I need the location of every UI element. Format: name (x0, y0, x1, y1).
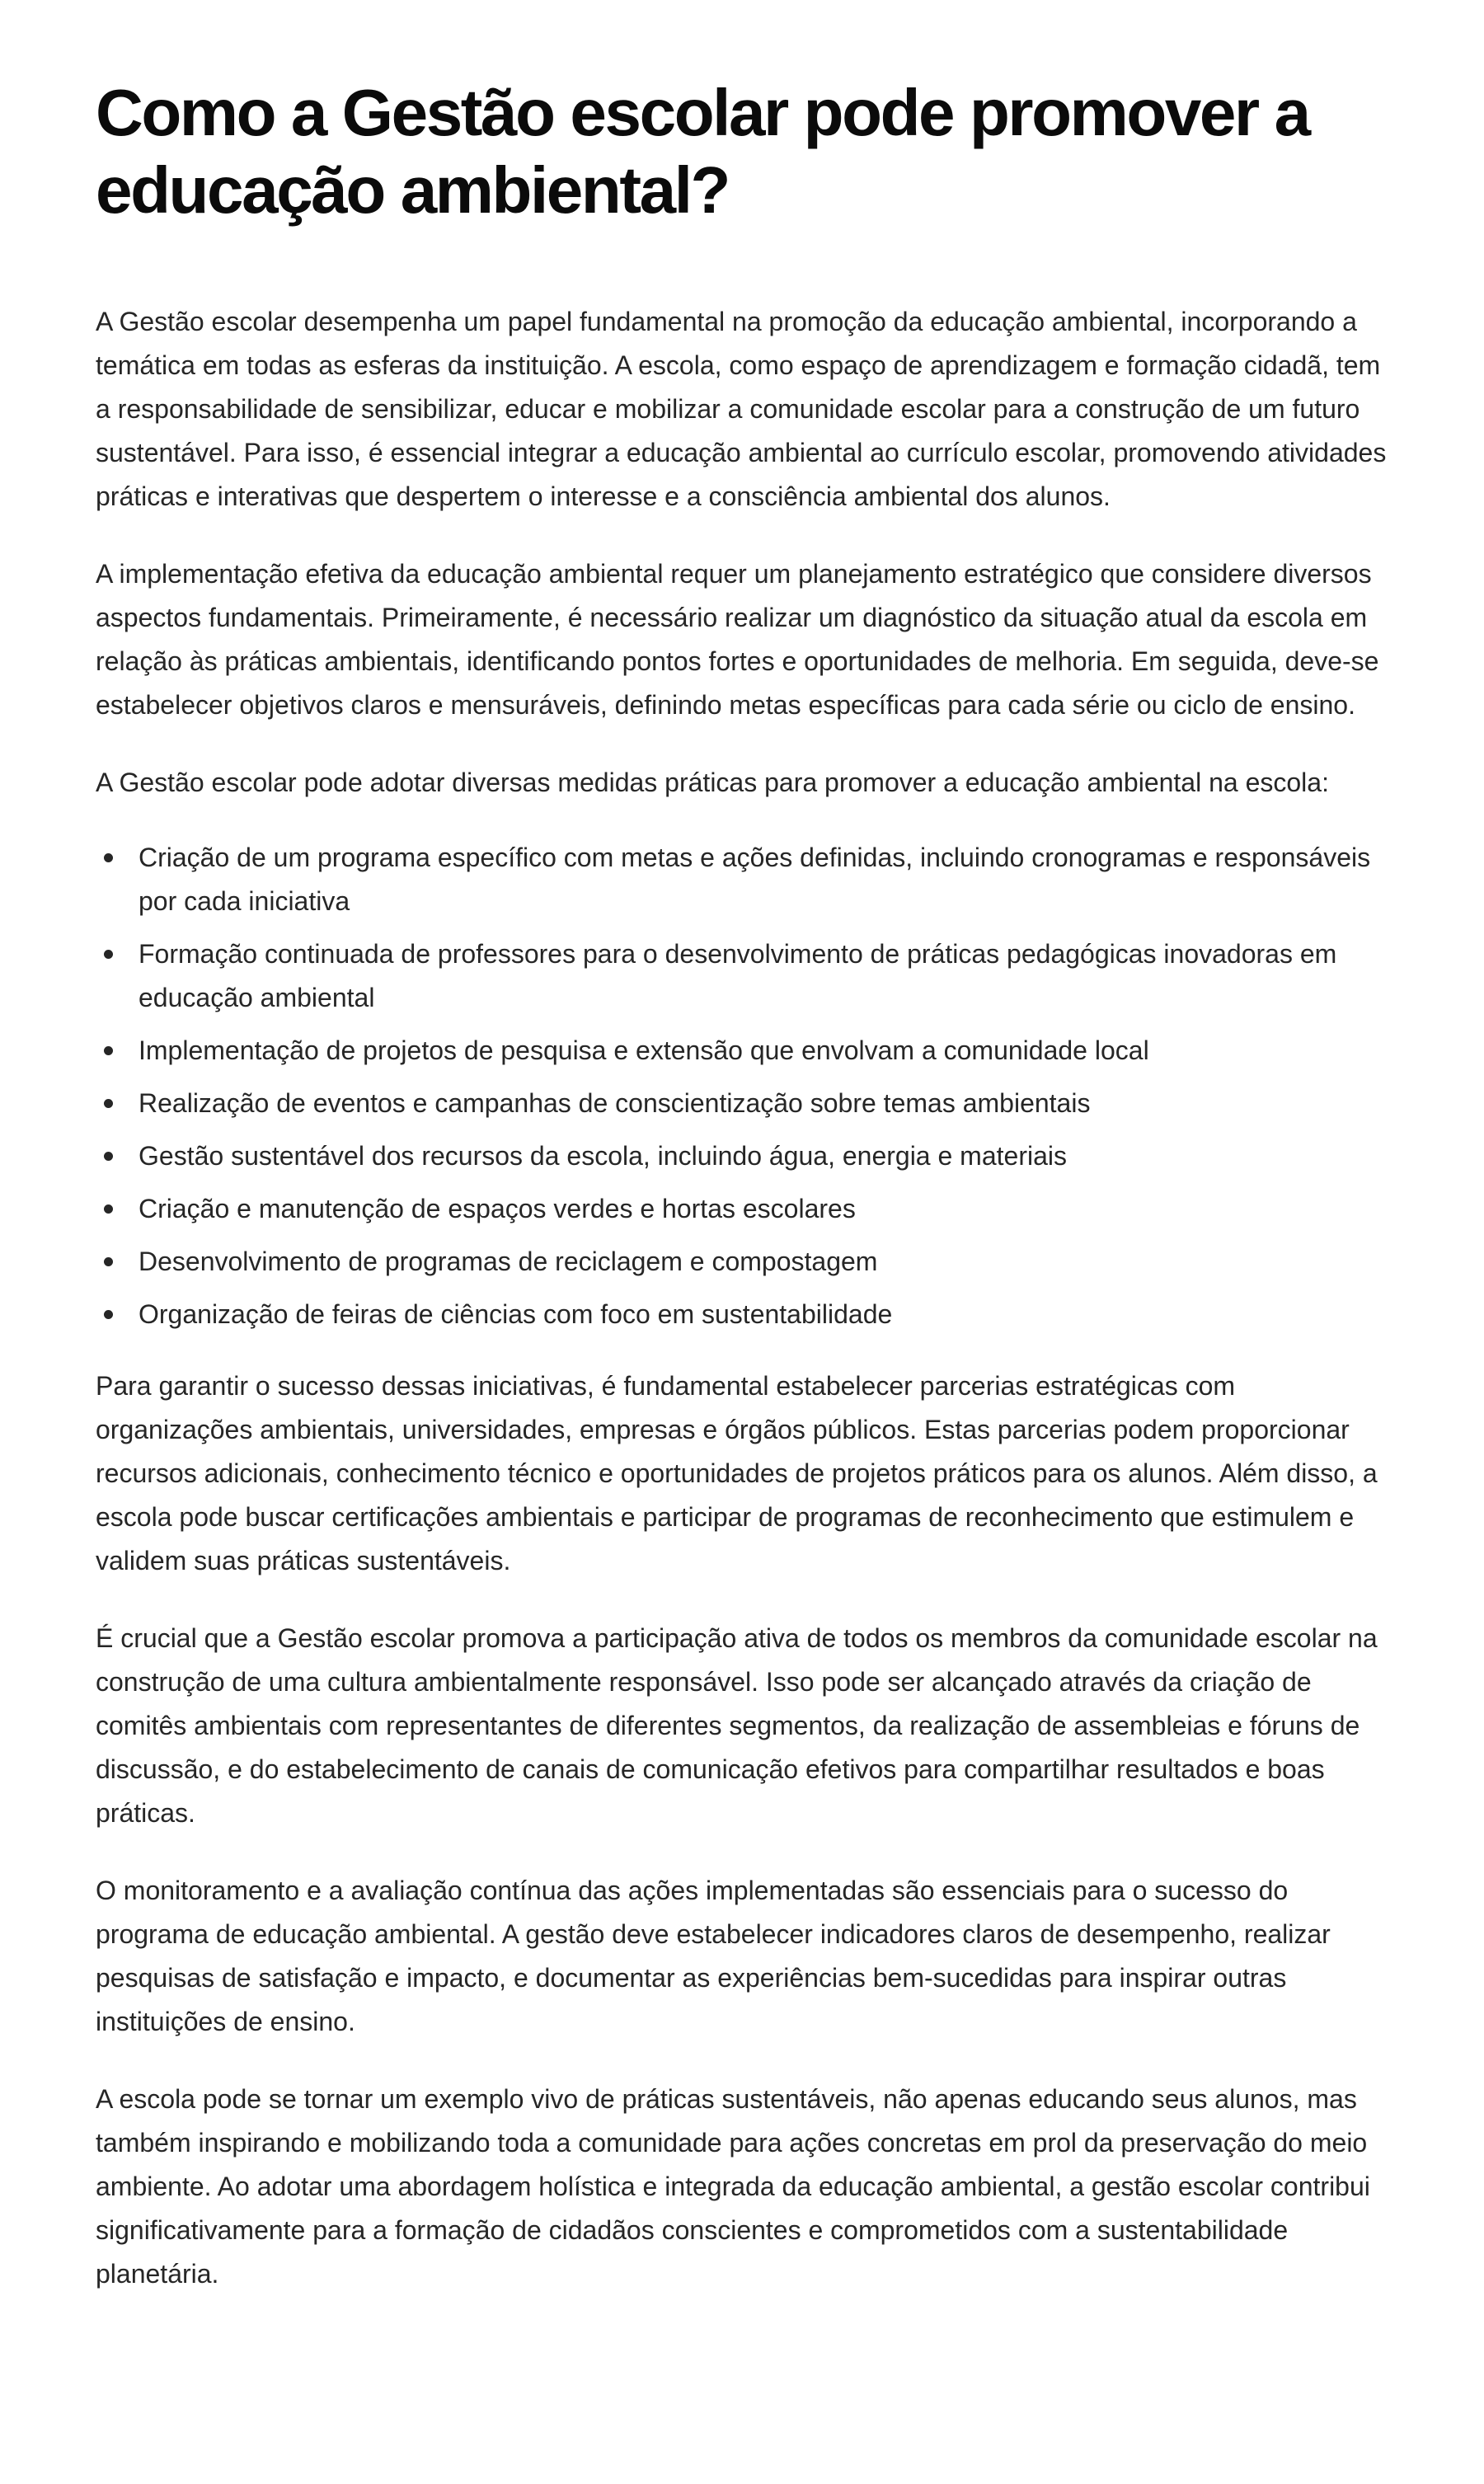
conclusion-paragraph: A escola pode se tornar um exemplo vivo de práticas sustentáveis, não apenas educando seus alunos, mas também inspirando e mobilizando toda a comunidade para ações concretas em prol da preservação do meio ambiente. Ao adotar uma abordagem holística e integrada da educação ambiental, a gestão escolar contribui significativamente para a formação de cidadãos conscientes e comprometidos com a sustentabilidade planetária. (96, 2084, 1370, 2289)
bullet-icon (104, 853, 113, 862)
bullet-icon (104, 1099, 113, 1108)
measures-list (96, 836, 1388, 1336)
list-item-text: Criação de um programa específico com metas e ações definidas, incluindo cronogramas e responsáveis por cada iniciativa (139, 843, 1371, 916)
bullet-icon (104, 950, 113, 959)
bullet-icon (104, 1204, 113, 1214)
list-item-text: Criação e manutenção de espaços verdes e hortas escolares (139, 1194, 856, 1223)
bullet-icon (104, 1257, 113, 1266)
list-item (139, 836, 1388, 923)
monitoring-paragraph: O monitoramento e a avaliação contínua das ações implementadas são essenciais para o sucesso do programa de educação ambiental. A gestão deve estabelecer indicadores claros de desempenho, realizar pesquisas de satisfação e impacto, e documentar as experiências bem-sucedidas para inspirar outras instituições de ensino. (96, 1876, 1331, 2036)
list-item (139, 932, 1388, 1020)
list-item-text: Organização de feiras de ciências com foco em sustentabilidade (139, 1299, 893, 1329)
list-item-text: Gestão sustentável dos recursos da escola, incluindo água, energia e materiais (139, 1141, 1067, 1171)
list-item (139, 1134, 1388, 1178)
intro-paragraph: A Gestão escolar desempenha um papel fundamental na promoção da educação ambiental, incorporando a temática em todas as esferas da instituição. A escola, como espaço de aprendizagem e formação cidadã, tem a responsabilidade de sensibilizar, educar e mobilizar a comunidade escolar para a construção de um futuro sustentável. Para isso, é essencial integrar a educação ambiental ao currículo escolar, promovendo atividades práticas e interativas que despertem o interesse e a consciência ambiental dos alunos. (96, 307, 1387, 511)
list-item (139, 1293, 1388, 1336)
list-item-text: Realização de eventos e campanhas de conscientização sobre temas ambientais (139, 1088, 1091, 1118)
list-item-text: Formação continuada de professores para o desenvolvimento de práticas pedagógicas inovadoras em educação ambiental (139, 939, 1337, 1012)
article-title: Como a Gestão escolar pode promover a educação ambiental? (96, 76, 1309, 227)
list-item-text: Implementação de projetos de pesquisa e extensão que envolvam a comunidade local (139, 1035, 1149, 1065)
planning-paragraph: A implementação efetiva da educação ambiental requer um planejamento estratégico que considere diversos aspectos fundamentais. Primeiramente, é necessário realizar um diagnóstico da situação atual da escola em relação às práticas ambientais, identificando pontos fortes e oportunidades de melhoria. Em seguida, deve-se estabelecer objetivos claros e mensuráveis, definindo metas específicas para cada série ou ciclo de ensino. (96, 559, 1379, 720)
participation-paragraph: É crucial que a Gestão escolar promova a participação ativa de todos os membros da comunidade escolar na construção de uma cultura ambientalmente responsável. Isso pode ser alcançado através da criação de comitês ambientais com representantes de diferentes segmentos, da realização de assembleias e fóruns de discussão, e do estabelecimento de canais de comunicação efetivos para compartilhar resultados e boas práticas. (96, 1623, 1378, 1828)
bullet-icon (104, 1046, 113, 1055)
measures-intro-paragraph: A Gestão escolar pode adotar diversas medidas práticas para promover a educação ambiental na escola: (96, 768, 1329, 797)
list-item (139, 1240, 1388, 1284)
list-item (139, 1029, 1388, 1073)
list-item (139, 1187, 1388, 1231)
partnerships-paragraph: Para garantir o sucesso dessas iniciativas, é fundamental estabelecer parcerias estratégicas com organizações ambientais, universidades, empresas e órgãos públicos. Estas parcerias podem proporcionar recursos adicionais, conhecimento técnico e oportunidades de projetos práticos para os alunos. Além disso, a escola pode buscar certificações ambientais e participar de programas de reconhecimento que estimulem e validem suas práticas sustentáveis. (96, 1371, 1378, 1575)
list-item-text: Desenvolvimento de programas de reciclagem e compostagem (139, 1247, 878, 1276)
bullet-icon (104, 1152, 113, 1161)
list-item (139, 1082, 1388, 1125)
bullet-icon (104, 1310, 113, 1319)
